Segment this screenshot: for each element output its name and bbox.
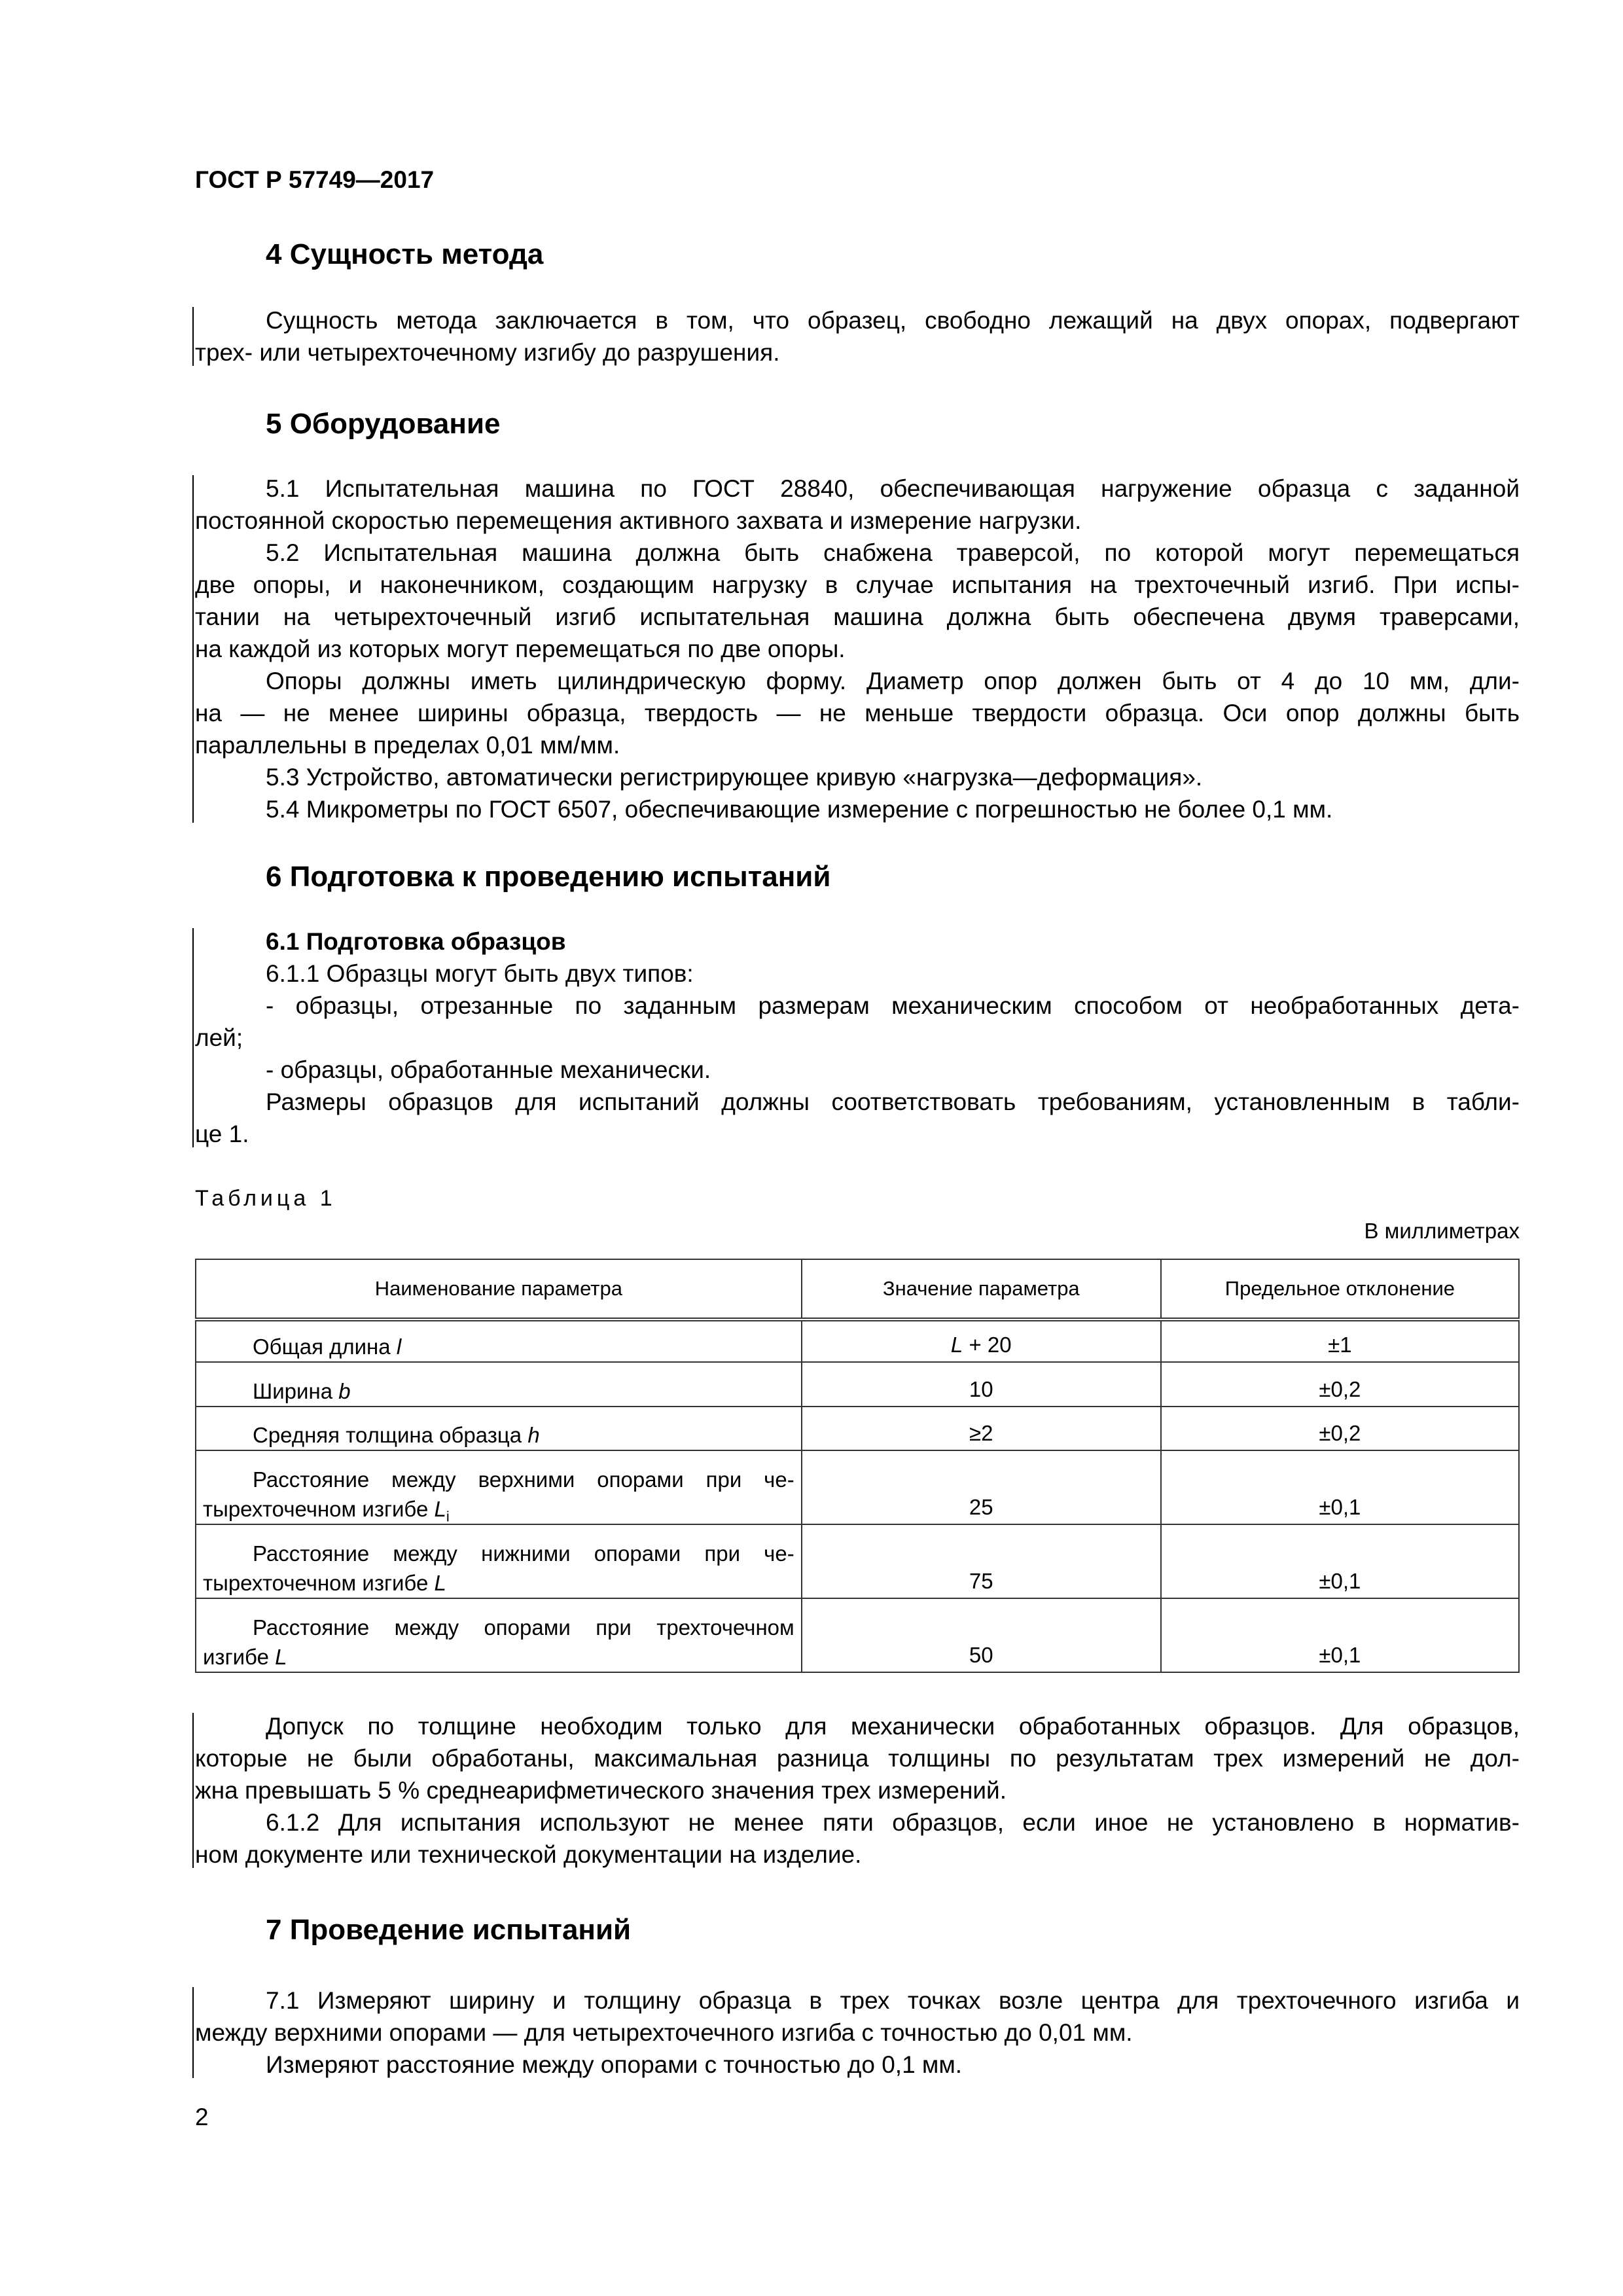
tolerance-text: ±0,2 bbox=[1319, 1377, 1361, 1401]
text-line: жна превышать 5 % среднеарифметического значения трех измерений. bbox=[195, 1777, 1007, 1804]
text-line: 5.3 Устройство, автоматически регистрирующее кривую «нагрузка—деформация». bbox=[266, 764, 1203, 791]
page-number: 2 bbox=[195, 2104, 209, 2130]
paragraph bbox=[195, 304, 1520, 368]
table-1-block bbox=[195, 1183, 1520, 1673]
tolerance-cell bbox=[1161, 1524, 1519, 1598]
value-text: 50 bbox=[969, 1643, 993, 1667]
parameter-symbol: L bbox=[275, 1645, 287, 1669]
paragraph bbox=[195, 1086, 1520, 1150]
parameter-symbol: L bbox=[434, 1571, 446, 1595]
paragraph bbox=[195, 537, 1520, 665]
tolerance-cell bbox=[1161, 1362, 1519, 1407]
tolerance-cell bbox=[1161, 1319, 1519, 1362]
text-line: 6.1.2 Для испытания используют не менее пяти образцов, если иное не установлено в норматив- bbox=[266, 1809, 1520, 1836]
parameter-name-cell bbox=[196, 1407, 802, 1450]
parameters-table bbox=[195, 1259, 1520, 1673]
column-header: Наименование параметра bbox=[196, 1259, 802, 1319]
text-line: на каждой из которых могут перемещаться по две опоры. bbox=[195, 636, 846, 662]
text-line: Размеры образцов для испытаний должны соответствовать требованиям, установленным в табли- bbox=[266, 1088, 1520, 1115]
text-line: которые не были обработаны, максимальная разница толщины по результатам трех измерений не дол- bbox=[195, 1745, 1520, 1772]
parameter-text: изгибе bbox=[203, 1645, 276, 1669]
text-line: - образцы, обработанные механически. bbox=[266, 1056, 711, 1083]
parameter-symbol: l bbox=[396, 1335, 402, 1359]
parameter-name-line bbox=[203, 1568, 794, 1598]
tolerance-cell bbox=[1161, 1450, 1519, 1524]
tolerance-cell bbox=[1161, 1407, 1519, 1450]
table-row bbox=[196, 1524, 1519, 1598]
table-row bbox=[196, 1450, 1519, 1524]
parameter-name-cell bbox=[196, 1524, 802, 1598]
parameter-name-cell bbox=[196, 1450, 802, 1524]
text-line: на — не менее ширины образца, твердость — не меньше твердости образца. Оси опор должны быть bbox=[195, 700, 1520, 726]
paragraph bbox=[195, 793, 1520, 825]
text-line: постоянной скоростью перемещения активного захвата и измерение нагрузки. bbox=[195, 507, 1082, 534]
parameter-subscript: i bbox=[446, 1508, 450, 1525]
text-line: ном документе или технической документации на изделие. bbox=[195, 1841, 862, 1868]
text-line: трех- или четырехточечному изгибу до разрушения. bbox=[195, 339, 780, 366]
paragraph-group bbox=[195, 925, 1520, 1150]
parameter-value-cell bbox=[802, 1450, 1161, 1524]
table-header-row bbox=[196, 1259, 1519, 1319]
table-row bbox=[196, 1319, 1519, 1362]
text-line: между верхними опорами — для четырехточечного изгиба с точностью до 0,01 мм. bbox=[195, 2019, 1133, 2046]
column-header: Предельное отклонение bbox=[1161, 1259, 1519, 1319]
parameter-value-cell bbox=[802, 1407, 1161, 1450]
paragraph-group bbox=[195, 1710, 1520, 1871]
text-line: Измеряют расстояние между опорами с точностью до 0,1 мм. bbox=[266, 2051, 963, 2078]
text-line: Сущность метода заключается в том, что образец, свободно лежащий на двух опорах, подвергают bbox=[266, 307, 1520, 334]
parameter-text: тырехточечном изгибе bbox=[203, 1571, 435, 1595]
table-row bbox=[196, 1598, 1519, 1672]
parameter-value-cell bbox=[802, 1362, 1161, 1407]
parameter-text: тырехточечном изгибе bbox=[203, 1497, 435, 1521]
parameter-name-line bbox=[203, 1465, 794, 1494]
paragraph-group bbox=[195, 473, 1520, 825]
parameter-text: Общая длина bbox=[253, 1335, 397, 1359]
tolerance-text: ±0,1 bbox=[1319, 1495, 1361, 1519]
paragraph-group bbox=[195, 1984, 1520, 2081]
tolerance-text: ±0,1 bbox=[1319, 1569, 1361, 1593]
parameter-text: Расстояние между нижними опорами при че- bbox=[253, 1541, 794, 1566]
section-heading: 4 Сущность метода bbox=[266, 238, 544, 270]
paragraph bbox=[195, 990, 1520, 1054]
value-text: 25 bbox=[969, 1495, 993, 1519]
text-line: 5.2 Испытательная машина должна быть снабжена траверсой, по которой могут перемещаться bbox=[266, 539, 1520, 566]
parameter-value-cell bbox=[802, 1524, 1161, 1598]
value-text: 75 bbox=[969, 1569, 993, 1593]
section-heading: 5 Оборудование bbox=[266, 408, 501, 440]
paragraph bbox=[195, 2049, 1520, 2081]
parameter-text: Ширина bbox=[253, 1379, 339, 1403]
text-line: 6.1.1 Образцы могут быть двух типов: bbox=[266, 960, 694, 987]
paragraph bbox=[195, 1710, 1520, 1806]
text-line: Допуск по толщине необходим только для механически обработанных образцов. Для образцов, bbox=[266, 1713, 1520, 1740]
subsection-heading bbox=[195, 925, 1520, 958]
parameter-text: Средняя толщина образца bbox=[253, 1423, 528, 1447]
paragraph bbox=[195, 1054, 1520, 1086]
tolerance-text: ±1 bbox=[1328, 1333, 1352, 1357]
parameter-value-cell bbox=[802, 1319, 1161, 1362]
section-heading: 6 Подготовка к проведению испытаний bbox=[266, 861, 831, 893]
text-line: Опоры должны иметь цилиндрическую форму. Диаметр опор должен быть от 4 до 10 мм, дли- bbox=[266, 668, 1520, 694]
value-text: ≥2 bbox=[969, 1421, 993, 1445]
paragraph bbox=[195, 761, 1520, 793]
text-line: лей; bbox=[195, 1024, 243, 1051]
parameter-name-line bbox=[203, 1376, 794, 1406]
paragraph bbox=[195, 1984, 1520, 2049]
parameter-name-cell bbox=[196, 1319, 802, 1362]
parameter-name-line bbox=[203, 1613, 794, 1642]
parameter-text: Расстояние между опорами при трехточечном bbox=[253, 1615, 794, 1640]
paragraph bbox=[195, 665, 1520, 761]
column-header: Значение параметра bbox=[802, 1259, 1161, 1319]
parameter-name-line bbox=[203, 1642, 794, 1672]
parameter-name-line bbox=[203, 1494, 794, 1524]
text-line: две опоры, и наконечником, создающим нагрузку в случае испытания на трехточечный изгиб. При испы- bbox=[195, 571, 1520, 598]
table-caption: Таблица 1 bbox=[195, 1186, 336, 1211]
section-heading: 7 Проведение испытаний bbox=[266, 1914, 632, 1946]
table-row bbox=[196, 1362, 1519, 1407]
value-text: + 20 bbox=[963, 1333, 1012, 1357]
text-line: 7.1 Измеряют ширину и толщину образца в трех точках возле центра для трехточечного изгиба и bbox=[266, 1987, 1520, 2014]
parameter-symbol: h bbox=[527, 1423, 540, 1447]
parameter-name-cell bbox=[196, 1362, 802, 1407]
table-units-note: В миллиметрах bbox=[1364, 1219, 1520, 1243]
tolerance-text: ±0,1 bbox=[1319, 1643, 1361, 1667]
document-page bbox=[195, 164, 1520, 2133]
document-body bbox=[195, 238, 1520, 2133]
parameter-name-line bbox=[203, 1539, 794, 1568]
paragraph bbox=[195, 473, 1520, 537]
table-row bbox=[196, 1407, 1519, 1450]
text-line: параллельны в пределах 0,01 мм/мм. bbox=[195, 732, 620, 759]
document-id-header: ГОСТ Р 57749—2017 bbox=[195, 166, 435, 193]
value-text: 10 bbox=[969, 1377, 993, 1401]
paragraph bbox=[195, 958, 1520, 990]
value-symbol: L bbox=[950, 1333, 963, 1357]
parameter-name-line bbox=[203, 1420, 794, 1450]
parameter-text: Расстояние между верхними опорами при че- bbox=[253, 1467, 794, 1492]
text-line: 5.4 Микрометры по ГОСТ 6507, обеспечивающие измерение с погрешностью не более 0,1 мм. bbox=[266, 796, 1333, 823]
text-line: - образцы, отрезанные по заданным размерам механическим способом от необработанных дета- bbox=[266, 992, 1520, 1019]
parameter-name-cell bbox=[196, 1598, 802, 1672]
text-line: 6.1 Подготовка образцов bbox=[266, 928, 566, 955]
parameter-symbol: L bbox=[434, 1497, 446, 1521]
paragraph-group bbox=[195, 304, 1520, 368]
parameter-value-cell bbox=[802, 1598, 1161, 1672]
text-line: 5.1 Испытательная машина по ГОСТ 28840, обеспечивающая нагружение образца с заданной bbox=[266, 475, 1520, 502]
text-line: це 1. bbox=[195, 1121, 249, 1147]
text-line: тании на четырехточечный изгиб испытательная машина должна быть обеспечена двумя траверсами, bbox=[195, 603, 1520, 630]
tolerance-cell bbox=[1161, 1598, 1519, 1672]
parameter-symbol: b bbox=[338, 1379, 351, 1403]
paragraph bbox=[195, 1806, 1520, 1871]
parameter-name-line bbox=[203, 1332, 794, 1361]
tolerance-text: ±0,2 bbox=[1319, 1421, 1361, 1445]
